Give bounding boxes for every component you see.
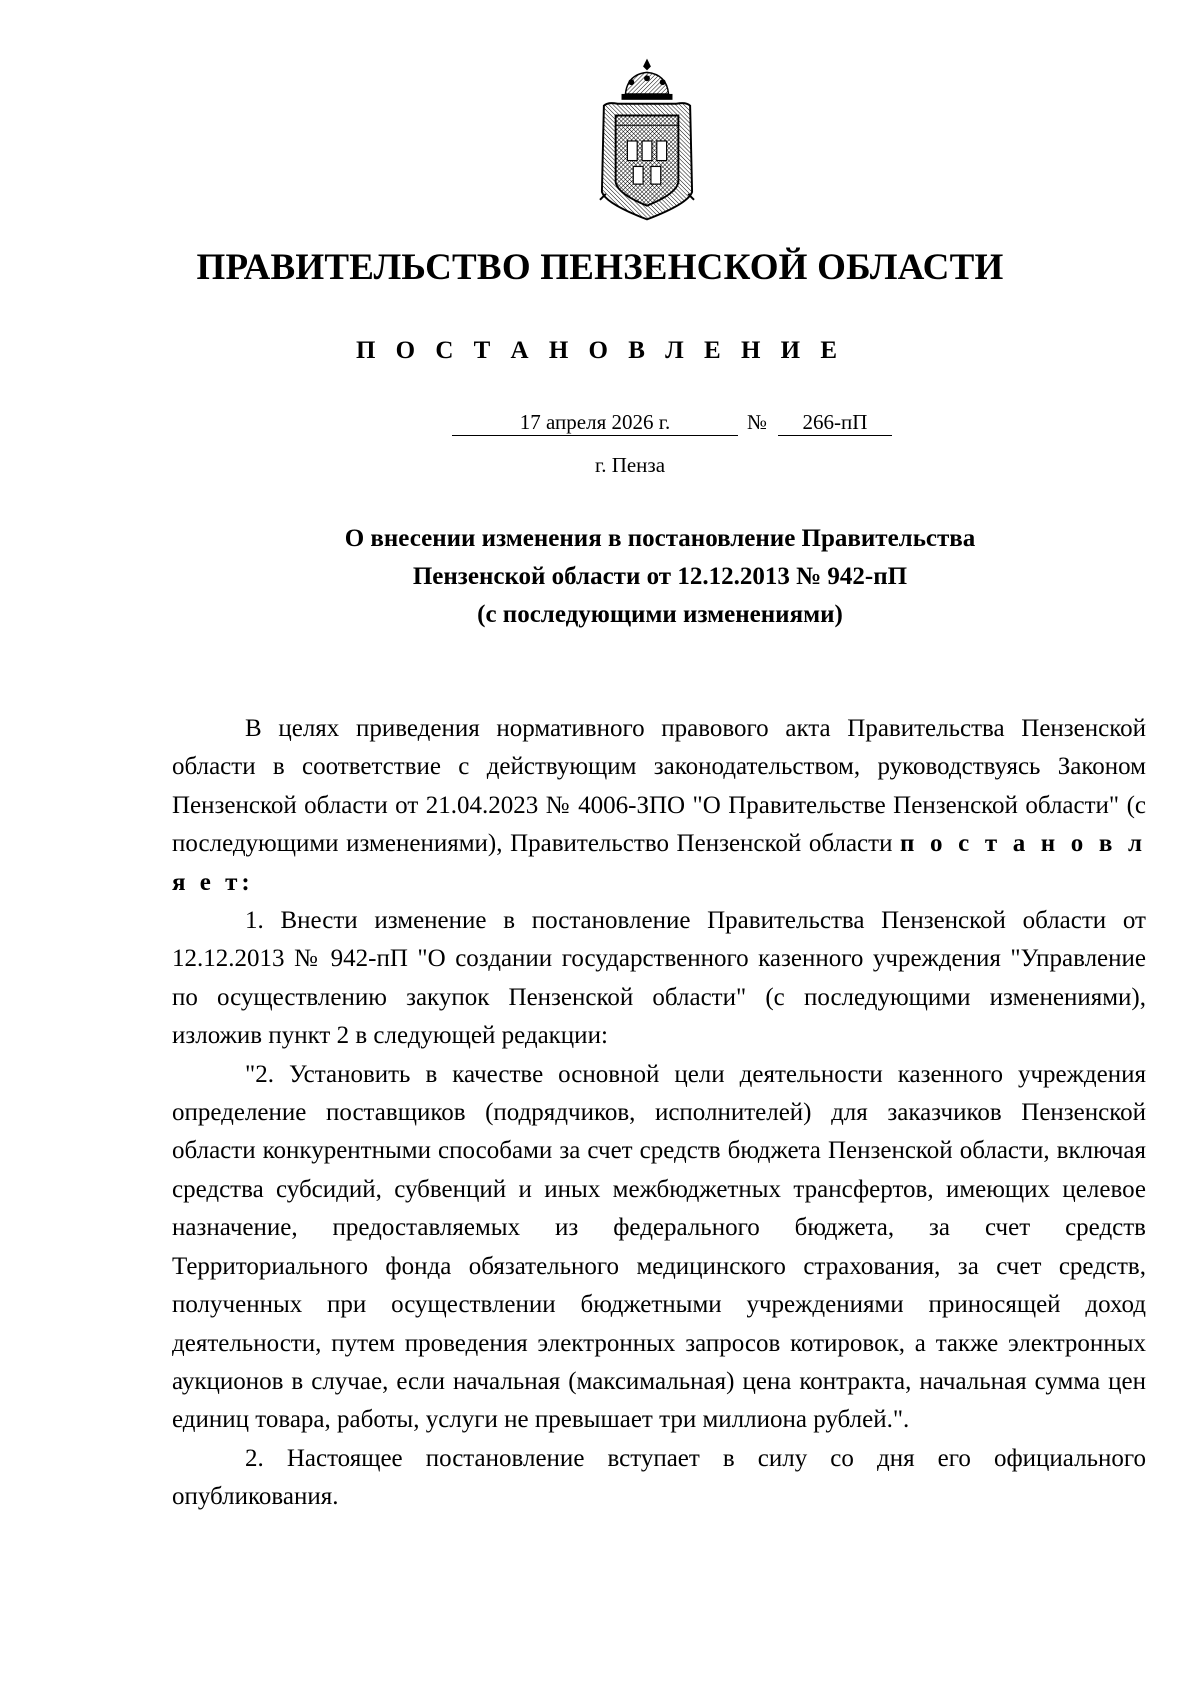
subject-line: (с последующими изменениями) [477,601,843,628]
decree-word: п о с т а н о в л я е т: [172,830,1146,896]
number-sign: № [747,410,768,434]
document-number: 266-пП [778,409,892,436]
subject-line: О внесении изменения в постановление Правительства [344,525,976,552]
government-title: ПРАВИТЕЛЬСТВО ПЕНЗЕНСКОЙ ОБЛАСТИ [196,247,1004,288]
preamble-text: В целях приведения нормативного правового акта Правительства Пензенской области в соответствие с действующим законодательством, руководствуясь Законом Пензенской области от 21.04.2023 № 4006-ЗПО "О Правительстве Пензенской области" (с последующими изменениями), Правительство Пензенской области [172,715,1146,858]
document-subject [250,520,1070,634]
document-date: 17 апреля 2026 г. [452,409,738,436]
document-type: П О С Т А Н О В Л Е Н И Е [355,337,845,364]
coat-of-arms-emblem [598,55,696,225]
item-2-paragraph: 2. Настоящее постановление вступает в силу со дня его официального опубликования. [172,1444,1146,1511]
preamble-paragraph [172,710,1146,902]
item-1-paragraph: 1. Внести изменение в постановление Правительства Пензенской области от 12.12.2013 № 942-пП "О создании государственного казенного учреждения "Управление по осуществлению закупок Пензенской области" (с последующими изменениями), изложив пункт 2 в следующей редакции: [172,907,1146,1050]
document-city: г. Пенза [594,453,666,477]
document-body [172,710,1146,1517]
item-1-quote-paragraph: "2. Установить в качестве основной цели деятельности казенного учреждения определение поставщиков (подрядчиков, исполнителей) для заказчиков Пензенской области конкурентными способами за счет средств бюджета Пензенской области, включая средства субсидий, субвенций и иных межбюджетных трансфертов, имеющих целевое назначение, предоставляемых из федерального бюджета, за счет средств Территориального фонда обязательного медицинского страхования, за счет средств, полученных при осуществлении бюджетными учреждениями приносящей доход деятельности, путем проведения электронных запросов котировок, а также электронных аукционов в случае, если начальная (максимальная) цена контракта, начальная сумма цен единиц товара, работы, услуги не превышает три миллиона рублей.". [172,1060,1146,1434]
subject-line: Пензенской области от 12.12.2013 № 942-пП [412,563,908,590]
